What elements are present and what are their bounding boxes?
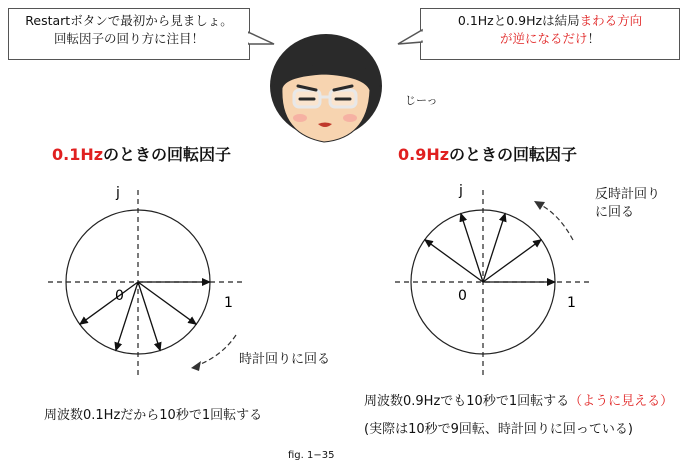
left-vector-2	[138, 282, 196, 324]
left-real-label: 1	[224, 295, 233, 311]
right-caption-main: 周波数0.9Hzでも10秒で1回転する	[364, 394, 570, 409]
bubble-right-line2-end: ！	[587, 31, 601, 46]
character-thought: じーっ	[405, 94, 438, 107]
right-direction-note-line2: に回る	[595, 205, 635, 220]
right-title-rest: のときの回転因子	[449, 145, 578, 164]
left-vector-3	[138, 282, 160, 351]
speech-bubble-right	[420, 8, 680, 60]
left-title-frequency: 0.1Hz	[52, 145, 104, 164]
right-title-frequency: 0.9Hz	[398, 145, 450, 164]
right-caption	[364, 390, 673, 409]
bubble-left-line1: Restartボタンで最初から見ましょ。	[25, 13, 233, 28]
right-origin-label: 0	[458, 288, 467, 304]
right-vector-5	[425, 240, 483, 282]
figure-label: fig. 1−35	[288, 450, 335, 461]
left-title-rest: のときの回転因子	[103, 145, 232, 164]
bubble-right-line1: 0.1Hzと0.9Hzは結局	[457, 13, 580, 28]
right-panel-title	[398, 142, 577, 165]
bubble-left-line2: 回転因子の回り方に注目！	[53, 31, 204, 46]
bubble-right-line1-highlight: まわる方向	[579, 13, 643, 28]
right-vectors	[425, 214, 555, 283]
bubble-right-line2-highlight: が逆になるだけ	[499, 31, 588, 46]
clockwise-arrow	[196, 335, 236, 366]
character-face-illustration	[264, 28, 394, 150]
left-origin-label: 0	[115, 288, 124, 304]
right-real-label: 1	[567, 295, 576, 311]
right-vector-2	[483, 240, 541, 282]
counterclockwise-arrow	[539, 204, 573, 240]
right-direction-note-line1: 反時計回り	[595, 187, 661, 202]
left-imag-label: j	[116, 185, 120, 201]
left-vector-5	[80, 282, 138, 324]
right-vector-3	[483, 214, 505, 283]
left-vectors	[80, 282, 210, 351]
right-caption-note: (実際は10秒で9回転、時計回りに回っている)	[364, 422, 633, 437]
right-vector-4	[461, 214, 483, 283]
left-caption: 周波数0.1Hzだから10秒で1回転する	[44, 408, 263, 423]
speech-bubble-left	[8, 8, 250, 60]
right-imag-label: j	[459, 183, 463, 199]
right-direction-note	[595, 186, 660, 222]
speech-bubble-right-tail	[396, 26, 424, 50]
right-caption-highlight: （ように見える）	[569, 394, 674, 409]
left-panel-title	[52, 142, 231, 165]
left-direction-note: 時計回りに回る	[239, 352, 331, 367]
